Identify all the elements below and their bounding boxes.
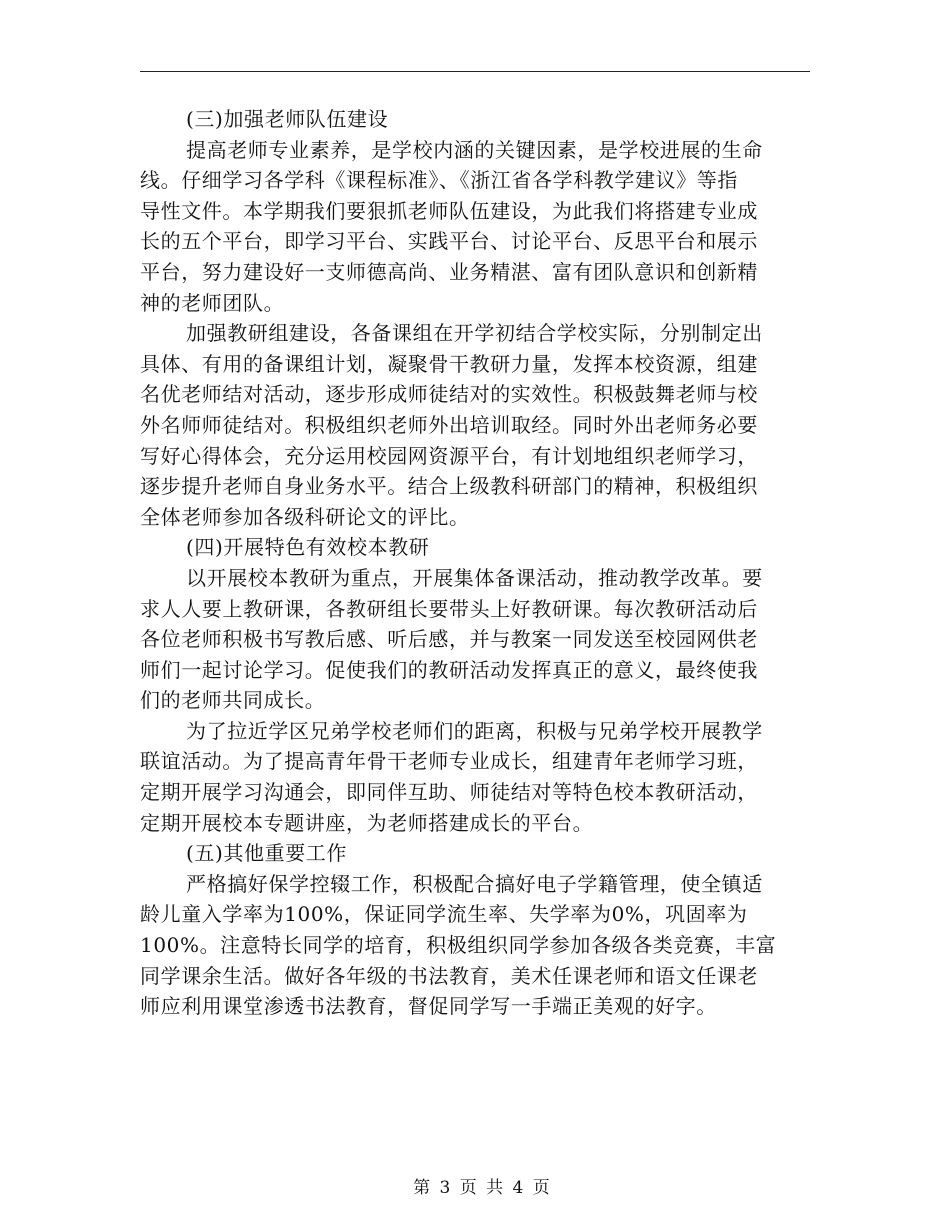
text-line: 加强教研组建设，各备课组在开学初结合学校实际，分别制定出 <box>186 321 763 346</box>
text-line: 100%。注意特长同学的培育，积极组织同学参加各级各类竞赛，丰富 <box>140 933 777 958</box>
page-number: 第 3 页 共 4 页 <box>413 1178 552 1198</box>
text-line: 为了拉近学区兄弟学校老师们的距离，积极与兄弟学校开展教学 <box>186 718 763 743</box>
header-rule <box>140 71 810 72</box>
text-line: 平台，努力建设好一支师德高尚、业务精湛、富有团队意识和创新精 <box>140 259 758 284</box>
paragraph-teacher-quality <box>140 135 820 319</box>
text-line: 联谊活动。为了提高青年骨干老师专业成长，组建青年老师学习班， <box>140 749 758 774</box>
paragraph-research-groups <box>140 318 820 532</box>
section-heading-3: (三)加强老师队伍建设 <box>186 107 389 131</box>
document-body <box>140 104 820 1022</box>
text-line: 求人人要上教研课，各教研组长要带头上好教研课。每次教研活动后 <box>140 596 758 621</box>
text-line: 各位老师积极书写教后感、听后感，并与教案一同发送至校园网供老 <box>140 627 758 652</box>
text-line: 名优老师结对活动，逐步形成师徒结对的实效性。积极鼓舞老师与校 <box>140 382 758 407</box>
text-line: 提高老师专业素养，是学校内涵的关键因素，是学校进展的生命 <box>186 137 763 162</box>
text-line: 师应利用课堂渗透书法教育，督促同学写一手端正美观的好字。 <box>140 994 717 1019</box>
text-line: 长的五个平台，即学习平台、实践平台、讨论平台、反思平台和展示 <box>140 229 758 254</box>
page-number-footer <box>0 1153 950 1198</box>
paragraph-fraternal-schools <box>140 716 820 838</box>
text-line: 逐步提升老师自身业务水平。结合上级教科研部门的精神，积极组织 <box>140 474 758 499</box>
text-line: 具体、有用的备课组计划，凝聚骨干教研力量，发挥本校资源，组建 <box>140 351 758 376</box>
text-line: 写好心得体会，充分运用校园网资源平台，有计划地组织老师学习， <box>140 443 758 468</box>
text-line: 线。仔细学习各学科《课程标准》、《浙江省各学科教学建议》等指 <box>140 168 738 193</box>
section-heading-5: (五)其他重要工作 <box>186 841 348 866</box>
text-line: 定期开展校本专题讲座，为老师搭建成长的平台。 <box>140 810 594 835</box>
text-line: 导性文件。本学期我们要狠抓老师队伍建设，为此我们将搭建专业成 <box>140 198 758 223</box>
text-line: 严格搞好保学控辍工作，积极配合搞好电子学籍管理，使全镇适 <box>186 871 763 896</box>
text-line: 以开展校本教研为重点，开展集体备课活动，推动教学改革。要 <box>186 565 763 590</box>
text-line: 外名师师徒结对。积极组织老师外出培训取经。同时外出老师务必要 <box>140 412 758 437</box>
text-line: 全体老师参加各级科研论文的评比。 <box>140 504 470 529</box>
section-heading-4: (四)开展特色有效校本教研 <box>186 535 430 560</box>
text-line: 师们一起讨论学习。促使我们的教研活动发挥真正的意义，最终使我 <box>140 657 758 682</box>
paragraph-other-work <box>140 869 820 1022</box>
paragraph-school-research <box>140 563 820 716</box>
text-line: 们的老师共同成长。 <box>140 688 326 713</box>
text-line: 龄儿童入学率为100%，保证同学流生率、失学率为0%，巩固率为 <box>140 902 748 927</box>
text-line: 定期开展学习沟通会，即同伴互助、师徒结对等特色校本教研活动， <box>140 780 758 805</box>
text-line: 同学课余生活。做好各年级的书法教育，美术任课老师和语文任课老 <box>140 963 758 988</box>
text-line: 神的老师团队。 <box>140 290 285 315</box>
